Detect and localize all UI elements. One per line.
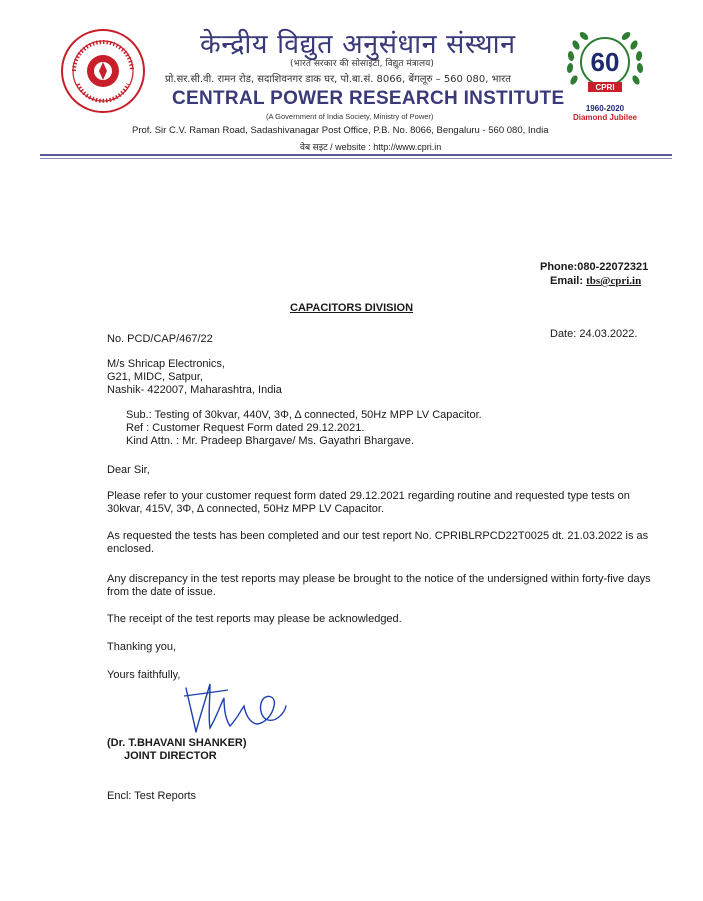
header-divider [40, 154, 672, 156]
diamond-jubilee-logo [560, 24, 650, 124]
reference-line: Ref : Customer Request Form dated 29.12.2021. [126, 422, 365, 434]
recipient-line-2: G21, MIDC, Satpur, [107, 371, 203, 383]
paragraph-4: The receipt of the test reports may please be acknowledged. [107, 613, 402, 625]
email-line [550, 275, 641, 287]
laurel-wreath-icon [560, 24, 650, 100]
jubilee-brand: CPRI [595, 83, 615, 92]
english-institute-name: CENTRAL POWER RESEARCH INSTITUTE [172, 88, 565, 109]
subject-line: Sub.: Testing of 30kvar, 440V, 3Φ, Δ connected, 50Hz MPP LV Capacitor. [126, 409, 482, 421]
recipient-line-3: Nashik- 422007, Maharashtra, India [107, 384, 282, 396]
english-subtitle: (A Government of India Society, Ministry of Power) [266, 112, 434, 121]
email-label: Email: [550, 275, 584, 287]
closing-thanks: Thanking you, [107, 641, 177, 653]
handwritten-signature [180, 676, 290, 736]
paragraph-1: Please refer to your customer request form dated 29.12.2021 regarding routine and requested type tests on 30kvar, 415V, 3Φ, Δ connected, 50Hz MPP LV Capacitor. [107, 490, 630, 515]
phone-number: Phone:080-22072321 [540, 261, 649, 273]
signatory-name: (Dr. T.BHAVANI SHANKER) [107, 737, 247, 749]
paragraph-3: Any discrepancy in the test reports may please be brought to the notice of the undersigned within forty-five days from the date of issue. [107, 573, 651, 598]
paragraph-2: As requested the tests has been completed and our test report No. CPRIBLRPCD22T0025 dt. 21.03.2022 is as enclosed. [107, 530, 649, 555]
hindi-institute-name: केन्द्रीय विद्युत अनुसंधान संस्थान [200, 29, 516, 60]
hindi-subtitle: (भारत सरकार की सोसाइटी, विद्युत मंत्रालय) [290, 59, 434, 69]
jubilee-label: Diamond Jubilee [572, 113, 637, 122]
salutation: Dear Sir, [107, 464, 150, 476]
attention-line: Kind Attn. : Mr. Pradeep Bhargave/ Ms. Gayathri Bhargave. [126, 435, 414, 447]
email-link[interactable]: tbs@cpri.in [586, 275, 642, 287]
division-heading: CAPACITORS DIVISION [290, 302, 414, 314]
hindi-address: प्रो.सर.सी.वी. रामन रोड, सदाशिवनगर डाक घर, पो.बा.सं. 8066, बेंगलूरु – 560 080, भारत [165, 74, 511, 85]
header-divider-thin [40, 158, 672, 159]
jubilee-number: 60 [590, 47, 620, 77]
website: वेब सइट / website : http://www.cpri.in [300, 142, 442, 152]
enclosure: Encl: Test Reports [107, 790, 197, 802]
letter-date: Date: 24.03.2022. [550, 328, 638, 340]
cpri-seal-logo [60, 28, 146, 114]
recipient-line-1: M/s Shricap Electronics, [107, 358, 225, 370]
reference-number: No. PCD/CAP/467/22 [107, 333, 213, 345]
closing-yours: Yours faithfully, [107, 669, 181, 681]
english-address: Prof. Sir C.V. Raman Road, Sadashivanagar Post Office, P.B. No. 8066, Bengaluru - 560 080, India [132, 125, 549, 136]
jubilee-years: 1960-2020 [585, 104, 625, 113]
signatory-title: JOINT DIRECTOR [124, 750, 217, 762]
